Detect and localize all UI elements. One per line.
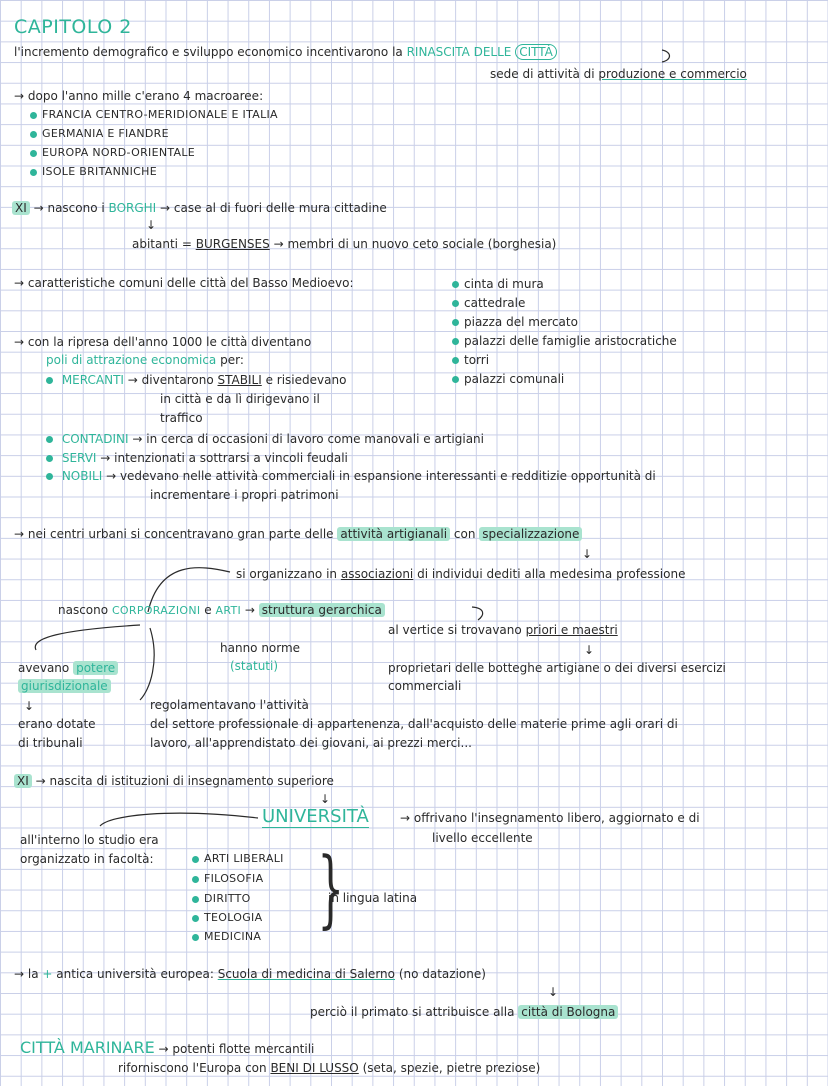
mercanti-line: MERCANTI → diventarono STABILI e risiedevano [46,374,346,386]
bullet-icon [452,338,459,345]
burgenses-word: BURGENSES [195,237,270,251]
bullet-icon [192,915,199,922]
century-tag: XI [14,774,32,788]
caratt-item: cinta di mura [452,278,544,290]
stabili-word: STABILI [217,373,262,387]
lingua-text: in lingua latina [328,891,418,905]
associazioni-word: associazioni [340,567,414,581]
universita-desc-2: livello eccellente [432,831,533,845]
bullet-icon [30,169,37,176]
servi-word: SERVI [61,451,97,465]
servi-line: SERVI → intenzionati a sottrarsi a vincoli feudali [46,452,348,464]
bullet-icon [46,436,53,443]
macro-item: ISOLE BRITANNICHE [30,166,157,177]
macro-intro: → dopo l'anno mille c'erano 4 macroaree: [14,89,264,103]
caratt-item: torri [452,354,489,366]
caratt-item: piazza del mercato [452,316,578,328]
universita-desc: → offrivano l'insegnamento libero, aggiornato e di [400,811,700,825]
bullet-icon [30,131,37,138]
caratteristiche-line: → caratteristiche comuni delle città del Basso Medioevo: [14,276,354,290]
facolta-item: MEDICINA [192,931,261,942]
bullet-icon [46,473,53,480]
attivita-highlight: attività artigianali [337,527,450,541]
nascita-line: XI → nascita di istituzioni di insegnamento superiore [14,775,334,787]
contadini-line: CONTADINI → in cerca di occasioni di lavoro come manovali e artigiani [46,433,484,445]
bullet-icon [452,357,459,364]
borghi-line [12,202,387,214]
proprietari-line-2: commerciali [388,679,462,693]
bullet-icon [192,876,199,883]
erano-line-2: di tribunali [18,736,83,750]
sede-highlight: produzione e commercio [598,67,747,81]
antica-line: → la + antica università europea: Scuola di medicina di Salerno (no datazione) [14,967,486,981]
borghi-post: → case al di fuori delle mura cittadine [160,201,387,215]
mercanti-line-3: traffico [160,411,203,425]
borghi-pre: → nascono i [33,201,105,215]
corporazioni-word: CORPORAZIONI [111,604,201,617]
bullet-icon [192,896,199,903]
bullet-icon [452,300,459,307]
caratt-item: cattedrale [452,297,525,309]
down-arrow: ↓ [584,643,595,657]
abitanti-line [132,238,556,250]
ripresa-line: → con la ripresa dell'anno 1000 le città diventano [14,335,312,349]
nobili-line-2: incrementare i propri patrimoni [150,488,339,502]
down-arrow: ↓ [320,792,331,806]
bullet-icon [30,112,37,119]
regolamentavano-line: regolamentavano l'attività [150,698,309,712]
primato-line: perciò il primato si attribuisce alla città di Bologna [310,1006,618,1018]
salerno-text: Scuola di medicina di Salerno [217,967,395,981]
proprietari-line: proprietari delle botteghe artigiane o dei diversi esercizi [388,661,726,675]
riforniscono-line: riforniscono l'Europa con BENI DI LUSSO (seta, spezie, pietre preziose) [118,1061,541,1075]
vertice-line: al vertice si trovavano priori e maestri [388,623,618,637]
intro-line [14,46,557,58]
interno-line-2: organizzato in facoltà: [20,852,154,866]
down-arrow: ↓ [548,985,559,999]
bullet-icon [452,376,459,383]
lusso-word: BENI DI LUSSO [270,1061,359,1075]
down-arrow: ↓ [24,699,35,713]
organizzano-line: si organizzano in associazioni di individui dediti alla medesima professione [236,567,686,581]
bologna-highlight: città di Bologna [518,1005,618,1019]
caratt-item: palazzi delle famiglie aristocratiche [452,335,677,347]
statuti-word: (statuti) [230,659,279,673]
macro-item: FRANCIA CENTRO-MERIDIONALE E ITALIA [30,109,278,120]
caratt-item: palazzi comunali [452,373,564,385]
bullet-icon [46,455,53,462]
marinare-line: CITTÀ MARINARE → potenti flotte mercantili [20,1038,315,1057]
interno-line: all'interno lo studio era [20,833,159,847]
giurisdizionale-word: giurisdizionale [18,680,111,692]
bullet-icon [46,377,53,384]
nobili-line: NOBILI → vedevano nelle attività commerciali in espansione interessanti e redditizie opportunità di [46,470,656,482]
abitanti-post: → membri di un nuovo ceto sociale (borghesia) [273,237,557,251]
per-text: per: [220,353,244,367]
borghi-word: BORGHI [108,201,157,215]
arti-word: ARTI [215,604,242,617]
contadini-word: CONTADINI [61,432,129,446]
intro-text: l'incremento demografico e sviluppo economico incentivarono la [14,45,403,59]
struttura-highlight: struttura gerarchica [259,603,385,617]
mercanti-line-2: in città e da lì dirigevano il [160,392,320,406]
down-arrow: ↓ [146,218,157,232]
facolta-item: DIRITTO [192,893,251,904]
abitanti-pre: abitanti = [132,237,192,251]
settore-line-2: lavoro, all'apprendistato dei giovani, ai prezzi merci... [150,736,472,750]
bullet-icon [30,150,37,157]
bullet-icon [452,319,459,326]
potere-highlight: potere [73,661,118,675]
erano-line: erano dotate [18,717,96,731]
sede-text: sede di attività di [490,67,595,81]
rinascita-text: RINASCITA DELLE [406,45,512,59]
corporazioni-line: nascono CORPORAZIONI e ARTI → struttura gerarchica [58,604,385,616]
poli-text: poli di attrazione economica [46,353,217,367]
century-tag: XI [12,201,30,215]
marinare-title: CITTÀ MARINARE [20,1038,155,1057]
settore-line: del settore professionale di appartenenza, dall'acquisto delle materie prime agli orari di [150,717,678,731]
universita-title: UNIVERSITÀ [262,806,369,827]
plus-sign: + [42,967,53,981]
nobili-word: NOBILI [61,469,103,483]
hanno-norme: hanno norme [220,641,301,655]
facolta-item: TEOLOGIA [192,912,262,923]
citta-text: CITTÀ [515,44,557,60]
mercanti-word: MERCANTI [61,373,124,387]
bullet-icon [192,934,199,941]
bullet-icon [192,856,199,863]
down-arrow: ↓ [582,547,593,561]
macro-item: EUROPA NORD-ORIENTALE [30,147,195,158]
macro-item: GERMANIA E FIANDRE [30,128,169,139]
chapter-title: CAPITOLO 2 [14,16,132,38]
specializzazione-highlight: specializzazione [479,527,582,541]
priori-word: priori e maestri [525,623,618,637]
centri-line: → nei centri urbani si concentravano gran parte delle attività artigianali con specializzazione [14,528,582,540]
avevano-line: avevano potere [18,662,118,674]
facolta-item: ARTI LIBERALI [192,853,284,864]
sede-line [490,68,747,80]
facolta-item: FILOSOFIA [192,873,263,884]
brace-icon: } [317,839,345,937]
ripresa-line-2 [46,354,244,366]
bullet-icon [452,281,459,288]
